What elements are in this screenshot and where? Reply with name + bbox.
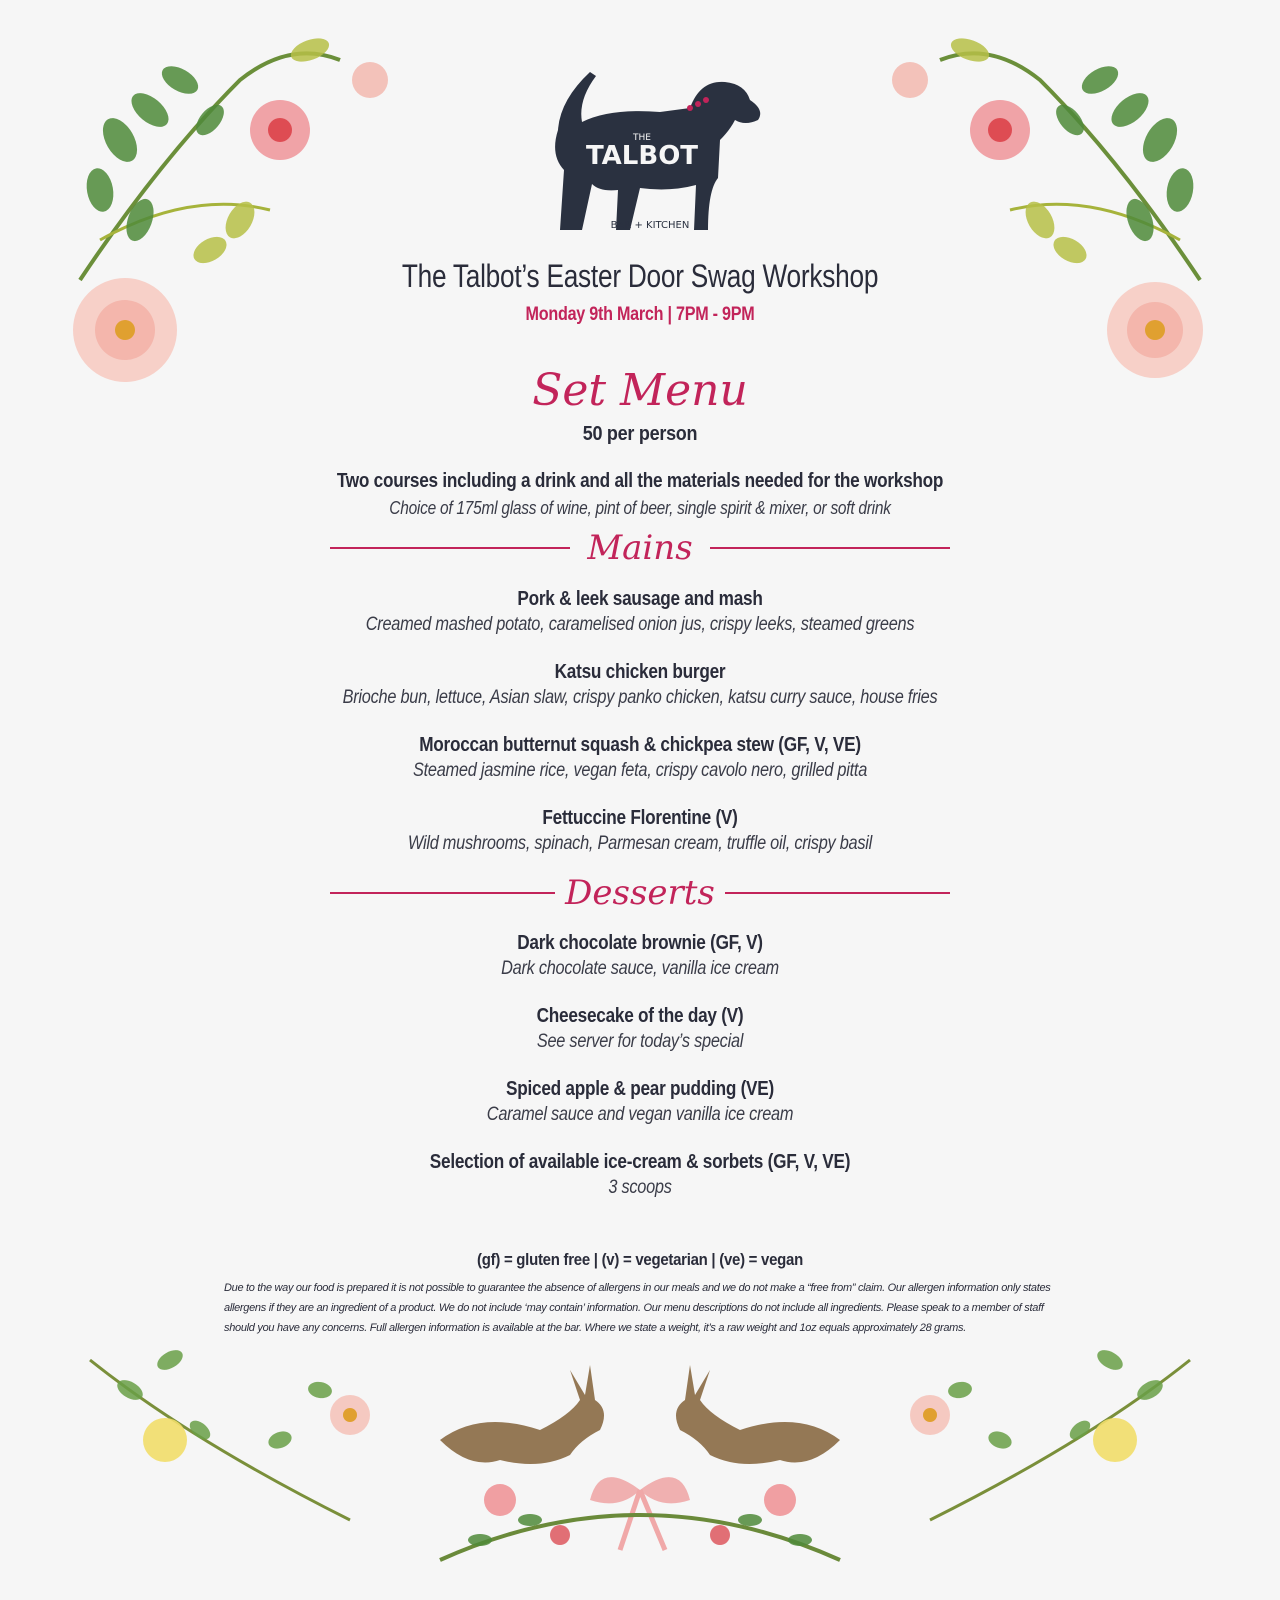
set-menu-drink-choice: Choice of 175ml glass of wine, pint of beer, single spirit & mixer, or soft drink: [389, 498, 891, 518]
main-item-name: Pork & leek sausage and mash: [517, 588, 763, 610]
allergen-disclaimer: Due to the way our food is prepared it is not possible to guarantee the absence of allergens in our meals and we do not make a “free from” claim. Our allergen information only states allergens if they are an ingredient of a product. We do not include ‘may contain’ information. Our menu descriptions do not include all ingredients. Please speak to a member of staff should you have any concerns. Full allergen information is available at the bar. Where we state a weight, it’s a raw weight and 1oz equals approximately 28 grams.: [224, 1282, 1051, 1334]
dessert-item: [0, 1005, 1280, 1053]
main-item: [0, 734, 1280, 782]
main-item: [0, 661, 1280, 709]
dessert-item: [0, 1078, 1280, 1126]
event-date: Monday 9th March | 7PM - 9PM: [525, 304, 755, 325]
main-item-desc: Creamed mashed potato, caramelised onion jus, crispy leeks, steamed greens: [365, 614, 915, 635]
floral-bottom-left: [70, 1320, 390, 1550]
mains-divider: [330, 528, 950, 568]
page-title: The Talbot’s Easter Door Swag Workshop: [401, 258, 879, 294]
dietary-legend: (gf) = gluten free | (v) = vegetarian | (ve) = vegan: [477, 1250, 803, 1269]
main-item-desc: Brioche bun, lettuce, Asian slaw, crispy panko chicken, katsu curry sauce, house fries: [342, 687, 938, 708]
set-menu-heading: Set Menu: [532, 365, 748, 416]
logo-text-bar-kitchen: BAR + KITCHEN: [610, 220, 690, 231]
dessert-item-name: Selection of available ice-cream & sorbets (GF, V, VE): [429, 1151, 851, 1173]
main-item-desc: Wild mushrooms, spinach, Parmesan cream, truffle oil, crispy basil: [407, 833, 873, 854]
main-item-name: Fettuccine Florentine (V): [542, 807, 738, 829]
main-item: [0, 588, 1280, 636]
desserts-heading: Desserts: [565, 873, 715, 913]
floral-corner-top-left: [40, 20, 400, 400]
dessert-item: [0, 932, 1280, 980]
logo-text-talbot: TALBOT: [585, 141, 699, 171]
hares-with-bow: [420, 1360, 860, 1580]
mains-heading: Mains: [587, 528, 693, 568]
set-menu-intro: Two courses including a drink and all the materials needed for the workshop: [336, 470, 944, 492]
talbot-logo: [530, 60, 770, 235]
main-item-name: Katsu chicken burger: [554, 661, 726, 683]
dessert-item-name: Dark chocolate brownie (GF, V): [517, 932, 763, 954]
logo-text-the: THE: [633, 133, 651, 143]
desserts-divider: [330, 873, 950, 913]
main-item: [0, 807, 1280, 855]
dessert-item-desc: Dark chocolate sauce, vanilla ice cream: [501, 958, 779, 979]
price: 50 per person: [582, 423, 698, 445]
dessert-item-desc: Caramel sauce and vegan vanilla ice cream: [486, 1104, 794, 1125]
dessert-item-desc: See server for today’s special: [536, 1031, 744, 1052]
dessert-item-name: Cheesecake of the day (V): [536, 1005, 744, 1027]
dessert-item: [0, 1151, 1280, 1199]
main-item-desc: Steamed jasmine rice, vegan feta, crispy cavolo nero, grilled pitta: [412, 760, 868, 781]
floral-bottom-right: [890, 1320, 1210, 1550]
dessert-item-desc: 3 scoops: [608, 1177, 672, 1198]
floral-corner-top-right: [880, 20, 1240, 400]
dessert-item-name: Spiced apple & pear pudding (VE): [506, 1078, 774, 1100]
main-item-name: Moroccan butternut squash & chickpea stew (GF, V, VE): [419, 734, 861, 756]
